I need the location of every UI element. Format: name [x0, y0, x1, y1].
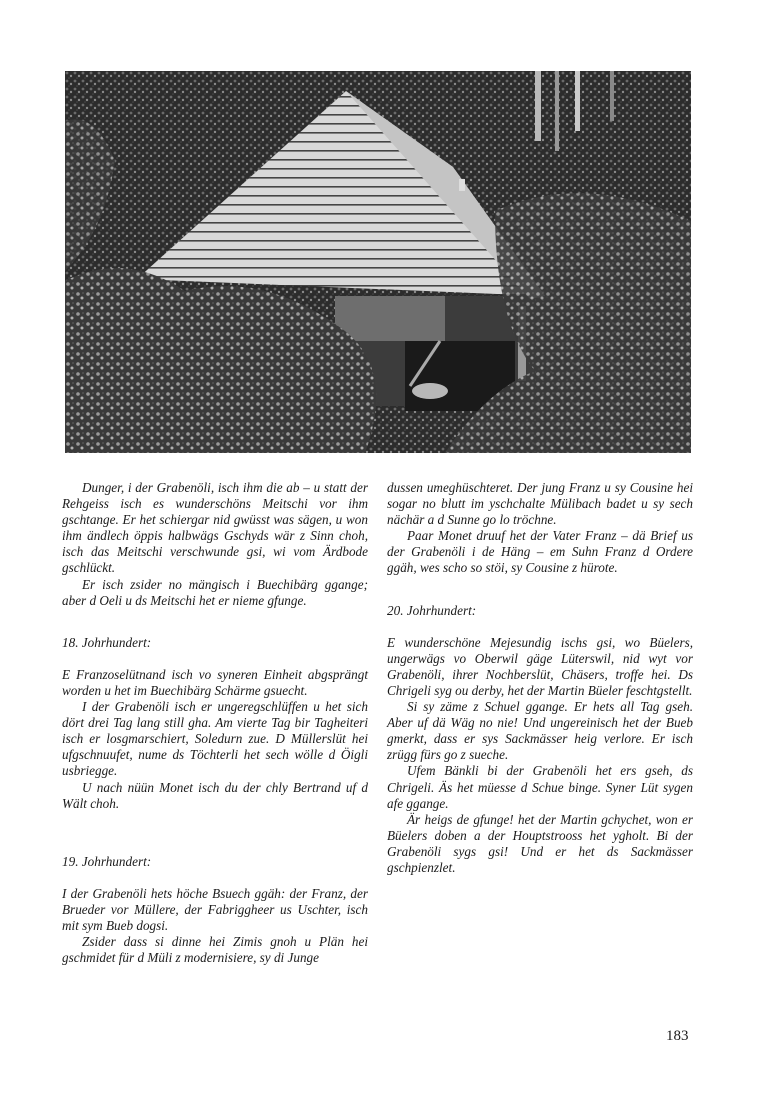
paragraph: Är heigs de gfunge! het der Martin gchychet, won er Büelers doben a der Houptstrooss het ygholt. Bi der Grabenöli sygs gsi! Und er het ds Sackmässer gschpienzlet.	[387, 811, 693, 875]
section-heading-18th-century: 18. Johrhundert:	[62, 634, 152, 650]
section-heading-20th-century: 20. Johrhundert:	[387, 602, 477, 618]
paragraph: Si sy zäme z Schuel ggange. Er hets all Tag gseh. Aber uf dä Wäg no nie! Und ungereinisch het der Bueb gmerkt, dass er sys Sackmässer heig verlore. Er isch zrügg fürs go z sueche.	[387, 699, 693, 763]
paragraph: I der Grabenöli hets höche Bsuech ggäh: der Franz, der Brueder vor Müllere, der Fabriggheer us Uschter, isch mit sym Bueb dogsi.	[62, 885, 368, 933]
section-heading-19th-century: 19. Johrhundert:	[62, 853, 152, 869]
paragraph: Ufem Bänkli bi der Grabenöli het ers gseh, ds Chrigeli. Äs het müesse d Schue binge. Syner Lüt sygen afe ggange.	[387, 763, 693, 811]
paragraph: Zsider dass si dinne hei Zimis gnoh u Plän hei gschmidet für d Müli z modernisiere, sy di Junge	[62, 934, 368, 966]
paragraph: I der Grabenöli isch er ungeregschlüffen u het sich dört drei Tag lang still gha. Am vierte Tag bir Tagheiteri isch er losgmarschiert, Soledurn zue. D Müllerslüt hei ufgschnuufet, nume ds Töchterli het sech wölle d Öigli usbriegge.	[62, 699, 368, 779]
page-number: 183	[666, 1028, 689, 1044]
right-text-column	[387, 480, 693, 876]
left-text-column	[62, 480, 368, 966]
paragraph: dussen umeghüschteret. Der jung Franz u sy Cousine hei sogar no blutt im yschchalte Mülibach badet u sy sech nächär a d Sunne go lo tröchne.	[387, 480, 693, 528]
paragraph: Dunger, i der Grabenöli, isch ihm die ab – u statt der Rehgeiss isch es wunderschöns Meitschi vor ihm gschtange. Er het schiergar nid gwüsst was sägen, u won ihm ändlech öppis halbwägs Gschyds wär z Sinn choh, isch das Meitschi verschwunde gsi, wi vom Ärdbode gschlückt.	[62, 480, 368, 576]
paragraph: Paar Monet druuf het der Vater Franz – dä Brief us der Grabenöli i de Häng – em Suhn Franz d Ordere ggäh, wes scho so stöi, sy Cousine z hürote.	[387, 528, 693, 576]
paragraph: E Franzoselütnand isch vo syneren Einheit abgsprängt worden u het im Buechibärg Schärme gsuecht.	[62, 666, 368, 698]
paragraph: E wunderschöne Mejesundig ischs gsi, wo Büelers, ungerwägs vo Oberwil gäge Lüterswil, nid wyt vor Grabenöli, ihrer Nochberslüt, Chäsers, troffe hei. Ds Chrigeli syg ou derby, het der Martin Büeler feschtgstellt.	[387, 634, 693, 698]
photo-image	[65, 71, 691, 453]
mill-house-photo	[65, 71, 691, 453]
paragraph: Er isch zsider no mängisch i Buechibärg ggange; aber d Oeli u ds Meitschi het er nieme gfunge.	[62, 576, 368, 608]
paragraph: U nach nüün Monet isch du der chly Bertrand uf d Wält choh.	[62, 779, 368, 811]
